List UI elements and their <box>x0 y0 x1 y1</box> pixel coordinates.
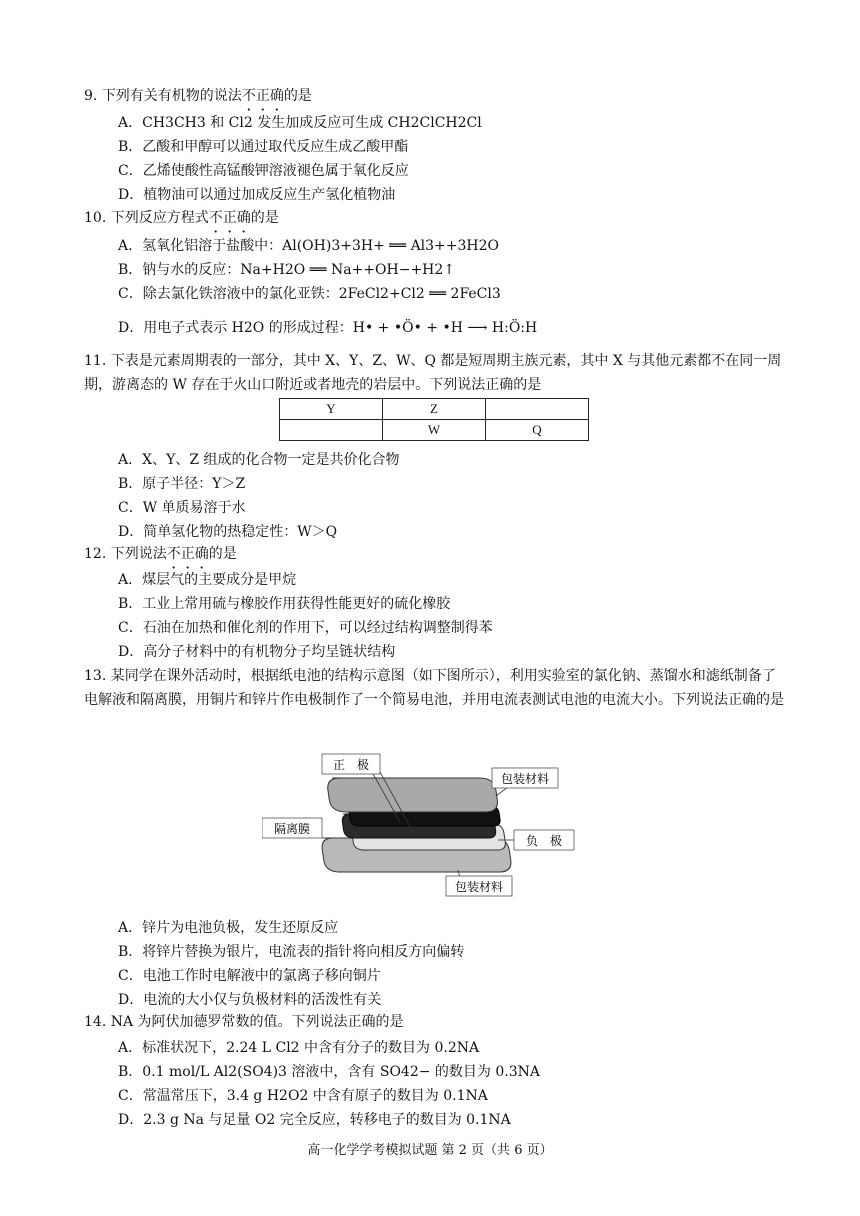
question-11-option-b: B．原子半径：Y＞Z <box>118 476 246 492</box>
question-12-stem: 12. 下列说法不正确的是 <box>84 546 237 562</box>
electron-formula: H• + •Ö• + •H ⟶ H:Ö:H <box>352 320 538 336</box>
bottom-pack-label: 包装材料 <box>454 880 504 894</box>
paper-battery-diagram <box>262 748 592 900</box>
table-cell <box>486 399 589 420</box>
question-14-stem: 14. NA 为阿伏加德罗常数的值。下列说法正确的是 <box>84 1014 404 1030</box>
question-14-option-b: B．0.1 mol/L Al2(SO4)3 溶液中，含有 SO42− 的数目为 0.3NA <box>118 1064 540 1080</box>
question-9-option-b: B．乙酸和甲醇可以通过取代反应生成乙酸甲酯 <box>118 139 409 155</box>
question-13-option-b: B．将锌片替换为银片，电流表的指针将向相反方向偏转 <box>118 944 465 960</box>
separator-label: 隔离膜 <box>273 822 311 836</box>
question-13-option-a: A．锌片为电池负极，发生还原反应 <box>118 920 339 936</box>
question-11-option-d: D．简单氢化物的热稳定性：W＞Q <box>118 524 338 540</box>
top-pack-label: 包装材料 <box>500 772 550 786</box>
question-12-option-a: A．煤层气的主要成分是甲烷 <box>118 572 297 588</box>
periodic-table-fragment <box>279 398 589 441</box>
question-10-stem: 10. 下列反应方程式不正确的是 <box>84 210 279 226</box>
question-13-option-c: C．电池工作时电解液中的氯离子移向铜片 <box>118 968 381 984</box>
question-12-option-d: D．高分子材料中的有机物分子均呈链状结构 <box>118 644 396 660</box>
question-14-option-a: A．标准状况下，2.24 L Cl2 中含有分子的数目为 0.2NA <box>118 1040 480 1056</box>
question-12-option-b: B．工业上常用硫与橡胶作用获得性能更好的硫化橡胶 <box>118 596 451 612</box>
top-packaging-layer <box>326 778 499 812</box>
question-9-option-a: A．CH3CH3 和 Cl2 发生加成反应可生成 CH2ClCH2Cl <box>118 115 482 131</box>
table-cell: W <box>383 420 486 441</box>
question-13-stem: 13. 某同学在课外活动时，根据纸电池的结构示意图（如下图所示），利用实验室的氯化钠、蒸馏水和滤纸制备了电解液和隔离膜，用铜片和锌片作电极制作了一个简易电池，并用电流表测试电池的电流大小。下列说法正确的是 <box>84 668 784 708</box>
page-footer: 高一化学学考模拟试题 第 2 页（共 6 页） <box>307 1143 553 1158</box>
question-10-option-a: A．氢氧化铝溶于盐酸中：Al(OH)3+3H+ ══ Al3++3H2O <box>118 238 500 254</box>
question-10-option-c: C．除去氯化铁溶液中的氯化亚铁：2FeCl2+Cl2 ══ 2FeCl3 <box>118 286 501 302</box>
table-cell: Q <box>486 420 589 441</box>
question-9-option-c: C．乙烯使酸性高锰酸钾溶液褪色属于氧化反应 <box>118 163 409 179</box>
question-11-option-c: C．W 单质易溶于水 <box>118 500 246 516</box>
question-14-option-c: C．常温常压下，3.4 g H2O2 中含有原子的数目为 0.1NA <box>118 1088 488 1104</box>
question-11-stem: 11. 下表是元素周期表的一部分，其中 X、Y、Z、W、Q 都是短周期主族元素，其中 X 与其他元素都不在同一周期，游离态的 W 存在于火山口附近或者地壳的岩层中。下列说法正确的是 <box>84 353 782 393</box>
table-cell: Z <box>383 399 486 420</box>
positive-label: 正 极 <box>332 758 370 772</box>
question-10-option-d: D．用电子式表示 H2O 的形成过程：H• + •Ö• + •H ⟶ H:Ö:H <box>118 320 538 336</box>
question-13-option-d: D．电流的大小仅与负极材料的活泼性有关 <box>118 992 382 1008</box>
question-12-option-c: C．石油在加热和催化剂的作用下，可以经过结构调整制得苯 <box>118 620 493 636</box>
table-cell: Y <box>280 399 383 420</box>
question-10-option-b: B．钠与水的反应：Na+H2O ══ Na++OH−+H2↑ <box>118 262 456 278</box>
question-14-option-d: D．2.3 g Na 与足量 O2 完全反应，转移电子的数目为 0.1NA <box>118 1112 511 1128</box>
table-cell <box>280 420 383 441</box>
question-9-option-d: D．植物油可以通过加成反应生产氢化植物油 <box>118 187 396 203</box>
question-9-stem: 9. 下列有关有机物的说法不正确的是 <box>84 88 312 104</box>
question-11-option-a: A．X、Y、Z 组成的化合物一定是共价化合物 <box>118 452 400 468</box>
negative-label: 负 极 <box>525 834 563 848</box>
